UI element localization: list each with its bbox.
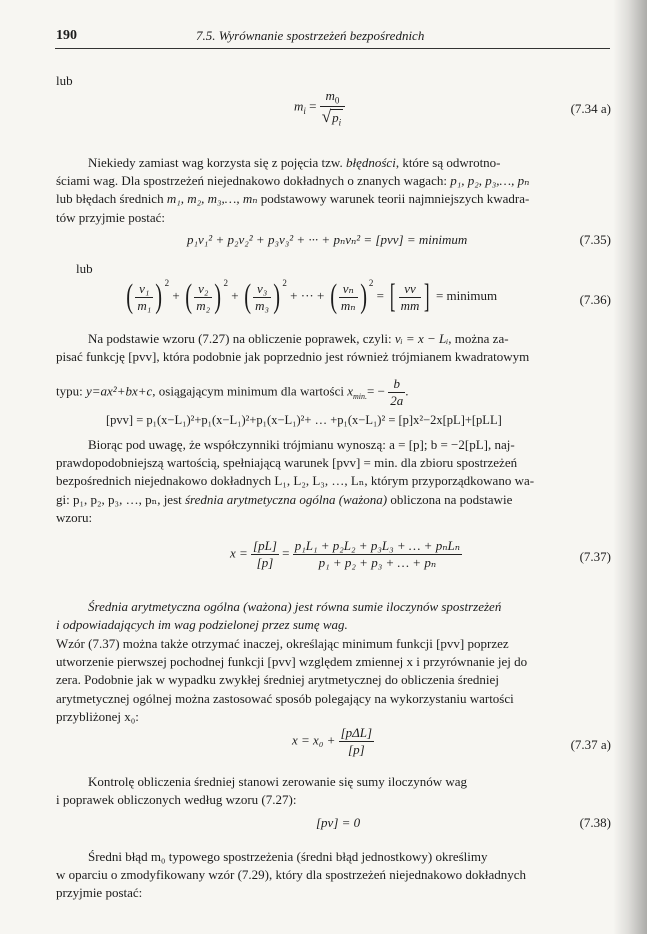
equation-7-38: [pv] = 0 xyxy=(316,815,361,830)
page-number: 190 xyxy=(56,28,77,43)
running-title: 7.5. Wyrównanie spostrzeżeń bezpośrednich xyxy=(196,28,425,43)
header-rule xyxy=(55,48,610,49)
equation-7-37a: x = x₀ + $\frac{\text{[pΔL]}}{[p]}$ xyxy=(292,725,373,757)
paragraph-5: Wzór (7.37) można także otrzymać inaczej, określając minimum funkcji [pvv] poprzez utworzenie pierwszej pochodnej funkcji [pvv] względem zmiennej x i przyrównanie jej do zera. Podobnie jak w wypadku zwykłej średniej arytmetycznej do obliczenia średniej arytmetycznej ogólnej można zastosować sposób polegający na wykorzystaniu wartości przybliżonej x₀: xyxy=(56,636,528,724)
paragraph-4-definition: Średnia arytmetyczna ogólna (ważona) jest równa sumie iloczynów spostrzeżeń i odpowiadających im wag podzielonej przez sumę wag. xyxy=(56,599,502,633)
equation-7-34a: $m_i$ = $\frac{m_0}{√p_i}$ xyxy=(294,88,345,127)
equation-label-7-37: (7.37) xyxy=(579,549,611,564)
equation-pvv: [pvv] = p₁(x−L₁)²+p₁(x−L₁)²+p₁(x−L₁)²+ … +p₁(x−L₁)² = [p]x²−2x[pL]+[pLL] xyxy=(106,413,502,427)
paragraph-3: Biorąc pod uwagę, że współczynniki trójmianu wynoszą: a = [p]; b = −2[pL], naj- prawdopodobniejszą wartością, spełniającą warunek [pvv] = min. dla zbioru spostrzeżeń bezpośrednich niejednakowo dokładnych L₁, L₂, L₃, …, Lₙ, którym przyporządkowano wa- gi: p₁, p₂, p₃, …, pₙ, jest średnia arytmetyczna ogólna (ważona) obliczona na podstawie wzoru: xyxy=(56,437,535,525)
equation-label-7-37a: (7.37 a) xyxy=(570,737,611,752)
paragraph-1: Niekiedy zamiast wag korzysta się z pojęcia tzw. błędności, które są odwrotno- ściami wag. Dla spostrzeżeń niejednakowo dokładnych o znanych wagach: p₁, p₂, p₃,…, pₙ lub błędach średnich m₁, m₂, m₃,…, mₙ podstawowy warunek teorii najmniejszych kwadra- tów przyjmie postać: xyxy=(56,155,530,225)
equation-label-7-35: (7.35) xyxy=(579,232,611,247)
equation-7-36: ( $\frac{\text{v₁}}{\text{m₁}}$ ) $^2$ + ( $\frac{\text{v₂}}{\text{m₂}}$ ) $^2$ + ( $\frac{\text{v₃}}{\text{m₃}}$ ) $^2$ + ··· + ( $\frac{\text{vₙ}}{\text{mₙ}}$ ) $^2$ = [ $\frac{vv}{mm}$ ] = minimum xyxy=(126,278,498,316)
paragraph-7: Średni błąd m₀ typowego spostrzeżenia (średni błąd jednostkowy) określimy w oparciu o zmodyfikowany wzór (7.29), który dla spostrzeżeń niejednakowo dokładnych przyjmie postać: xyxy=(56,849,527,901)
page-edge-shadow xyxy=(613,0,647,934)
equation-label-7-34a: (7.34 a) xyxy=(570,101,611,116)
equation-label-7-36: (7.36) xyxy=(579,292,611,307)
equation-7-37: x = $\frac{[pL]}{[p]}$ = $\frac{\text{p₁L₁ + p₂L₂ + p₃L₃ + … + pₙLₙ}}{\text{p₁ + p₂ + p₃ + … + pₙ}}$ xyxy=(230,538,460,570)
text-lub-1: lub xyxy=(56,73,73,88)
paragraph-2-line-3: typu: y=ax²+bx+c, osiągającym minimum dla wartości $x_{min.}=$ − $\frac{b}{2a}$ . xyxy=(56,376,409,408)
equation-7-35: p₁v₁² + p₂v₂² + p₃v₃² + ··· + pₙvₙ² = [pvv] = minimum xyxy=(187,232,468,247)
fraction: $\frac{m_0}{√p_i}$ xyxy=(320,88,345,127)
paragraph-2: Na podstawie wzoru (7.27) na obliczenie poprawek, czyli: vᵢ = x − Lᵢ, można za- pisać funkcję [pvv], która podobnie jak poprzednio jest również trójmianem kwadratowym xyxy=(56,331,530,365)
equation-label-7-38: (7.38) xyxy=(579,815,611,830)
paragraph-6: Kontrolę obliczenia średniej stanowi zerowanie się sumy iloczynów wag i poprawek obliczonych według wzoru (7.27): xyxy=(56,774,468,808)
text-lub-2: lub xyxy=(76,261,93,276)
